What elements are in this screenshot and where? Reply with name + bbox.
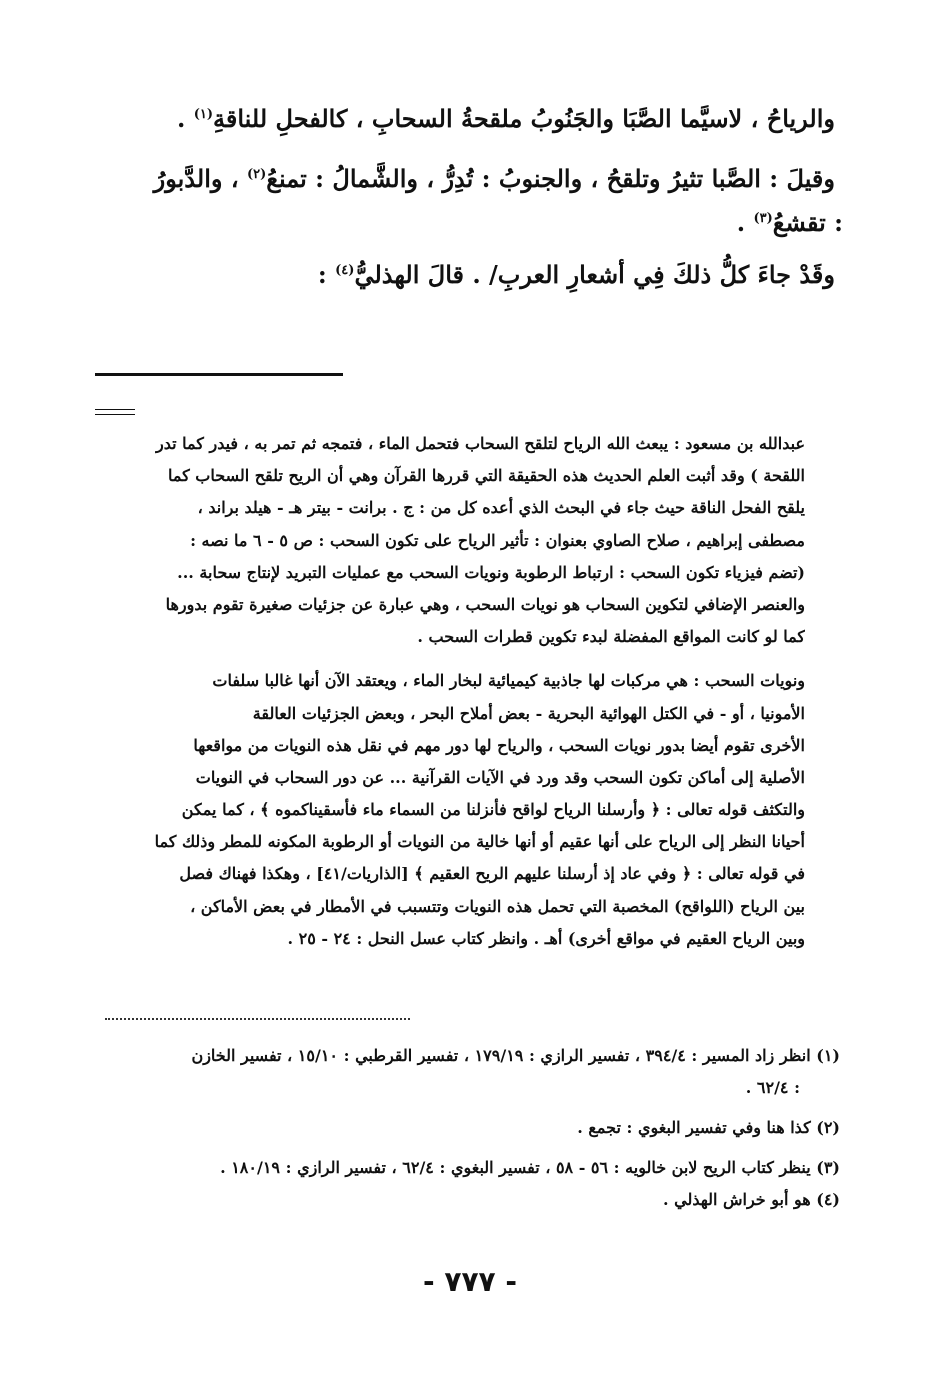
note-line: الأصلية إلى أماكن تكون السحب وقد ورد في الآيات القرآنية ... عن دور السحاب في النويات: [195, 767, 805, 787]
main-line-4: [95, 251, 835, 295]
note-line: والتكثف قوله تعالى : ﴿ وأرسلنا الرياح لواقح فأنزلنا من السماء ماء فأسقيناكموه ﴾ ، كما يمكن: [181, 800, 805, 820]
main-line-2: [95, 155, 835, 199]
main-text: [95, 95, 843, 295]
footnote-4: (٤) هو أبو خراش الهذلي .: [662, 1190, 840, 1209]
text-span: : تقشعُ: [772, 208, 843, 237]
text-span: وقَدْ جاءَ كلُّ ذلكَ فِي أشعارِ العربِ/ . قالَ الهذليُّ: [354, 260, 835, 289]
footnote-ref: (٢): [246, 167, 267, 182]
note-line: أحيانا النظر إلى الرياح على أنها عقيم أو أنها خالية من النويات أو الرطوبة المكونه للمطر وذلك كما: [154, 832, 805, 852]
continued-footnote: [95, 428, 805, 955]
continuation-mark: [95, 409, 135, 410]
footnote-1: (١) انظر زاد المسير : ٣٩٤/٤ ، تفسير الرازي : ١٧٩/١٩ ، تفسير القرطبي : ١٥/١٠ ، تفسير الخازن: [191, 1046, 840, 1065]
note-line: مصطفى إبراهيم ، صلاح الصاوي بعنوان : تأثير الرياح على تكون السحب : ص ٥ - ٦ ما نصه :: [190, 530, 805, 550]
footnote-ref: (٣): [753, 211, 773, 226]
text-span: .: [177, 104, 194, 133]
main-line-1: [95, 95, 835, 155]
footnote-separator: [95, 373, 343, 376]
text-span: وقيلَ : الصَّبا تثيرُ وتلقحُ ، والجنوبُ : تُدِرُّ ، والشَّمالُ : تمنعُ: [266, 164, 835, 193]
footnote-1-continued: : ٦٢/٤ .: [745, 1078, 800, 1097]
footnote-3: (٣) ينظر كتاب الريح لابن خالويه : ٥٦ - ٥٨ ، تفسير البغوي : ٦٢/٤ ، تفسير الرازي : ١٨٠/١٩ .: [220, 1158, 840, 1177]
note-paragraph: [95, 665, 805, 955]
note-line: الأمونيا ، أو - في الكتل الهوائية البحرية - بعض أملاح البحر ، وبعض الجزئيات العالقة: [252, 703, 805, 723]
note-line: والعنصر الإضافي لتكوين السحاب هو نويات السحب ، وهي عبارة عن جزئيات صغيرة تقوم بدورها: [165, 594, 805, 614]
note-line: بين الرياح (اللواقح) المخصبة التي تحمل هذه النويات وتتسبب في الأمطار في بعض الأماكن ،: [190, 896, 805, 916]
note-line: وبين الرياح العقيم في مواقع أخرى) أهـ . وانظر كتاب عسل النحل : ٢٤ - ٢٥ .: [287, 928, 805, 948]
text-span: والرياحُ ، لاسيَّما الصَّبَا والجَنُوبُ ملقحةُ السحابِ ، كالفحلِ للناقةِ: [213, 104, 835, 133]
footnote-ref: (١): [193, 107, 214, 122]
note-line: الأخرى تقوم أيضا بدور نويات السحب ، والرياح لها دور مهم في نقل هذه النويات من مواقعها: [193, 735, 805, 755]
note-line: يلقح الفحل الناقة حيث جاء في البحث الذي أعده كل من : ج . برانت - بيتر هـ - هيلد براند ،: [197, 498, 805, 518]
dotted-separator: [105, 1018, 410, 1020]
footnotes: [95, 1040, 840, 1216]
text-span: ، والدَّبورُ: [153, 164, 247, 193]
footnote-2: (٢) كذا هنا وفي تفسير البغوي : تجمع .: [577, 1118, 840, 1137]
note-line: كما لو كانت المواقع المفضلة لبدء تكوين قطرات السحب .: [417, 627, 805, 647]
text-span: :: [317, 260, 336, 289]
note-line: (تضم فيزياء تكون السحب : ارتباط الرطوبة ونويات السحب مع عمليات التبريد لإنتاج سحابة ...: [177, 562, 805, 582]
page-number: - ٧٧٧ -: [422, 1265, 518, 1298]
note-line: اللقحة ) وقد أثبت العلم الحديث هذه الحقيقة التي قررها القرآن وهي أن الريح تلقح السحاب كما: [167, 466, 805, 486]
note-line: عبدالله بن مسعود : يبعث الله الرياح لتلقح السحاب فتحمل الماء ، فتمجه ثم تمر به ، فيدر كما تدر: [156, 434, 805, 453]
main-line-3: [95, 199, 843, 243]
text-span: .: [736, 208, 754, 237]
note-line: ونويات السحب : هي مركبات لها جاذبية كيميائية لبخار الماء ، ويعتقد الآن أنها غالبا سلفات: [212, 671, 805, 691]
note-line: في قوله تعالى : ﴿ وفي عاد إذ أرسلنا عليهم الريح العقيم ﴾ [الذاريات/٤١] ، وهكذا فهناك فصل: [179, 864, 805, 884]
footnote-ref: (٤): [335, 263, 355, 278]
continuation-mark: [95, 414, 135, 415]
